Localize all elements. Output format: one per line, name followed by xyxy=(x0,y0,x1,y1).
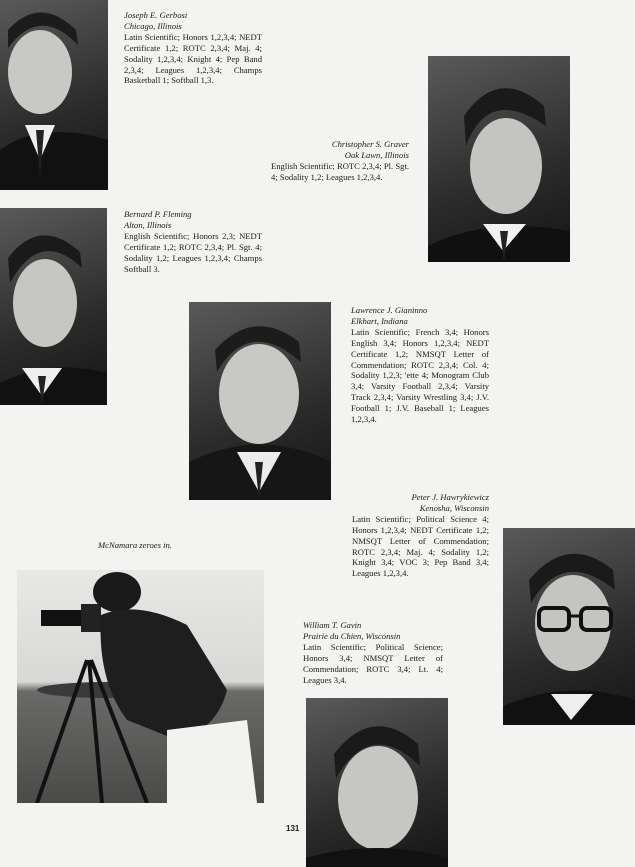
portrait-hawrykiewicz xyxy=(503,528,635,725)
student-activities: Latin Scientific; Honors 1,2,3,4; NEDT Certificate 1,2; ROTC 2,3,4; Maj. 4; Sodality 1,2,3,4; Knight 4; Pep Band 2,3,4; Leagues 1,2,3,4; Champs Basketball 1; Softball 1,3. xyxy=(124,31,262,86)
student-name: Joseph E. Gerbosi xyxy=(124,10,188,20)
student-hometown: Chicago, Illinois xyxy=(124,20,182,31)
photo-caption: McNamara zeroes in. xyxy=(98,540,172,550)
bio-fleming xyxy=(124,209,262,274)
student-activities: Latin Scientific; French 3,4; Honors English 3,4; Honors 1,2,3,4; NEDT Certificate 1,2; NMSQT Letter of Commendation; ROTC 2,3,4; Col. 4; Sodality 1,2,3; 'ette 4; Monogram Club 3,4; Varsity Football 2,3,4; Varsity Track 2,3,4; Varsity Wrestling 3,4; J.V. Football 1; J.V. Baseball 1; Leagues 1,2,3,4. xyxy=(351,326,489,425)
bio-hawrykiewicz xyxy=(352,492,489,579)
student-hometown: Oak Lawn, Illinois xyxy=(344,149,409,160)
portrait-graver-image xyxy=(428,56,570,262)
student-name: Christopher S. Graver xyxy=(331,139,409,149)
student-activities: English Scientific; Honors 2,3; NEDT Certificate 1,2; ROTC 2,3,4; Pl. Sgt. 4; Sodality 1,2; Leagues 1,2,3,4; Champs Softball 3. xyxy=(124,230,262,274)
student-name: Peter J. Hawrykiewicz xyxy=(411,492,489,502)
candid-photo-camera xyxy=(17,570,264,803)
portrait-gavin-image xyxy=(306,698,448,867)
student-name: Bernard P. Fleming xyxy=(124,209,192,219)
portrait-gianinno xyxy=(189,302,331,500)
student-hometown: Alton, Illinois xyxy=(124,219,172,230)
portrait-fleming xyxy=(0,208,107,405)
bio-gavin xyxy=(303,620,443,685)
candid-photo-image xyxy=(17,570,264,803)
student-activities: Latin Scientific; Political Science 4; Honors 1,2,3,4; NEDT Certificate 1,2; NMSQT Letter of Commendation; ROTC 2,3,4; Maj. 4; Sodality 1,2; Knight 3,4; VOC 3; Pep Band 3,4; Leagues 1,2,3,4. xyxy=(352,513,489,579)
student-hometown: Prairie du Chien, Wisconsin xyxy=(303,630,401,641)
bio-graver xyxy=(271,139,409,183)
student-name: William T. Gavin xyxy=(303,620,362,630)
portrait-gerbosi xyxy=(0,0,108,190)
portrait-gianinno-image xyxy=(189,302,331,500)
portrait-fleming-image xyxy=(0,208,107,405)
page-number: 131 xyxy=(286,824,300,833)
portrait-gavin xyxy=(306,698,448,867)
student-hometown: Kenosha, Wisconsin xyxy=(419,502,489,513)
portrait-hawrykiewicz-image xyxy=(503,528,635,725)
bio-gerbosi xyxy=(124,10,262,86)
portrait-gerbosi-image xyxy=(0,0,108,190)
student-activities: English Scientific; ROTC 2,3,4; Pl. Sgt. 4; Sodality 1,2; Leagues 1,2,3,4. xyxy=(271,160,409,182)
portrait-graver xyxy=(428,56,570,262)
student-hometown: Elkhart, Indiana xyxy=(351,315,408,326)
student-activities: Latin Scientific; Political Science; Honors 3,4; NMSQT Letter of Commendation; ROTC 3,4; Lt. 4; Leagues 3,4. xyxy=(303,641,443,685)
student-name: Lawrence J. Gianinno xyxy=(351,305,428,315)
bio-gianinno xyxy=(351,305,489,425)
